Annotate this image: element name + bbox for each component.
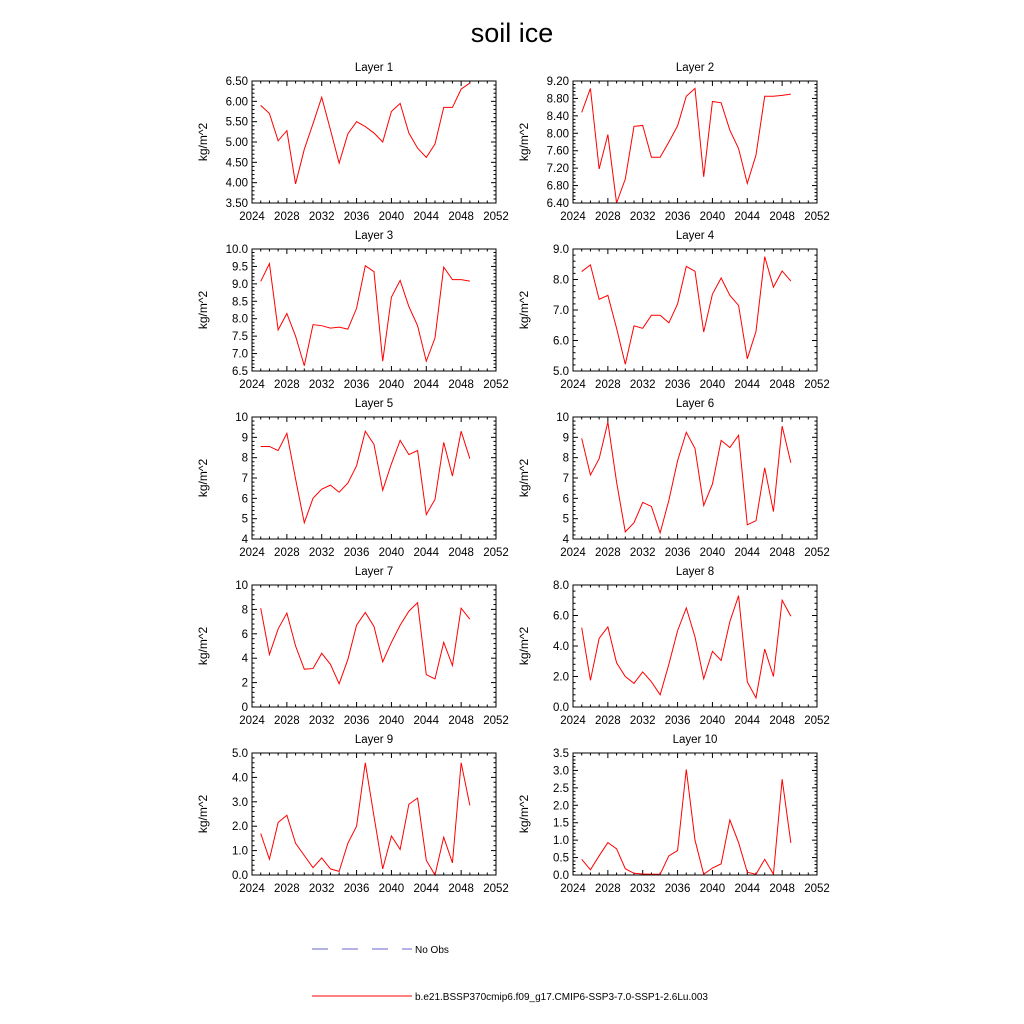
y-axis-label: kg/m^2 bbox=[196, 794, 210, 834]
y-tick-label: 8.5 bbox=[232, 296, 248, 309]
legend bbox=[312, 945, 708, 1003]
y-tick-label: 4.00 bbox=[225, 177, 248, 190]
y-tick-label: 9.20 bbox=[546, 76, 569, 88]
x-tick-label: 2024 bbox=[560, 379, 586, 391]
y-tick-label: 9.5 bbox=[232, 261, 248, 274]
y-tick-label: 6.80 bbox=[546, 180, 569, 193]
y-tick-label: 8.0 bbox=[553, 580, 569, 592]
x-tick-label: 2036 bbox=[343, 379, 370, 391]
y-axis-label: kg/m^2 bbox=[517, 290, 531, 330]
x-tick-label: 2036 bbox=[664, 379, 691, 391]
y-tick-label: 6.50 bbox=[225, 76, 248, 88]
x-tick-label: 2044 bbox=[734, 883, 761, 895]
x-tick-label: 2040 bbox=[378, 547, 405, 559]
x-tick-label: 2036 bbox=[343, 547, 370, 559]
x-tick-label: 2052 bbox=[804, 715, 830, 727]
series-line bbox=[582, 257, 791, 365]
y-tick-label: 6.0 bbox=[553, 335, 569, 348]
x-tick-label: 2044 bbox=[413, 715, 440, 727]
legend-label-model: b.e21.BSSP370cmip6.f09_g17.CMIP6-SSP3-7.0-SSP1-2.6Lu.003 bbox=[415, 992, 708, 1003]
x-tick-label: 2028 bbox=[274, 547, 300, 559]
panels bbox=[196, 62, 830, 895]
panel-title: Layer 9 bbox=[354, 734, 394, 746]
x-tick-label: 2044 bbox=[413, 379, 440, 391]
y-tick-label: 0.5 bbox=[553, 852, 569, 865]
y-tick-label: 5.0 bbox=[553, 366, 569, 378]
x-tick-label: 2028 bbox=[595, 211, 621, 223]
panel-title: Layer 1 bbox=[354, 62, 394, 74]
panel-title: Layer 10 bbox=[672, 734, 718, 746]
y-tick-label: 0.0 bbox=[553, 702, 569, 714]
y-tick-label: 8.0 bbox=[232, 313, 248, 326]
plot-frame bbox=[252, 417, 496, 539]
y-tick-label: 5 bbox=[562, 513, 569, 526]
y-tick-label: 5.0 bbox=[232, 748, 248, 760]
panel-title: Layer 7 bbox=[354, 566, 394, 578]
x-tick-label: 2044 bbox=[734, 211, 761, 223]
x-tick-label: 2044 bbox=[734, 379, 761, 391]
y-tick-label: 10 bbox=[235, 580, 248, 592]
x-tick-label: 2052 bbox=[483, 715, 509, 727]
x-tick-label: 2040 bbox=[699, 379, 726, 391]
x-tick-label: 2052 bbox=[483, 211, 509, 223]
x-tick-label: 2048 bbox=[769, 211, 795, 223]
panel-layer-10 bbox=[517, 734, 830, 895]
y-tick-label: 4 bbox=[562, 534, 569, 546]
panel-title: Layer 2 bbox=[675, 62, 715, 74]
x-tick-label: 2032 bbox=[308, 883, 335, 895]
x-tick-label: 2052 bbox=[483, 547, 509, 559]
y-tick-label: 1.0 bbox=[232, 845, 248, 858]
x-tick-label: 2028 bbox=[595, 883, 621, 895]
panel-title: Layer 5 bbox=[354, 398, 394, 410]
plot-frame bbox=[573, 249, 817, 371]
y-tick-label: 7.0 bbox=[232, 348, 248, 361]
series-line bbox=[261, 603, 470, 684]
series-line bbox=[261, 431, 470, 522]
series-line bbox=[261, 83, 470, 184]
y-tick-label: 9 bbox=[562, 432, 569, 445]
y-tick-label: 3.0 bbox=[553, 765, 569, 778]
x-tick-label: 2048 bbox=[448, 211, 474, 223]
y-tick-label: 6 bbox=[241, 493, 248, 506]
y-tick-label: 4 bbox=[241, 534, 248, 546]
y-tick-label: 2.0 bbox=[232, 821, 248, 834]
x-tick-label: 2044 bbox=[734, 715, 761, 727]
y-tick-label: 8.00 bbox=[546, 128, 569, 141]
y-tick-label: 7.60 bbox=[546, 145, 569, 158]
x-tick-label: 2024 bbox=[560, 547, 586, 559]
x-tick-label: 2052 bbox=[804, 379, 830, 391]
y-tick-label: 4 bbox=[241, 653, 248, 666]
x-tick-label: 2036 bbox=[664, 883, 691, 895]
x-tick-label: 2040 bbox=[378, 211, 405, 223]
series-line bbox=[261, 763, 470, 875]
panel-title: Layer 3 bbox=[354, 230, 394, 242]
y-tick-label: 9.0 bbox=[232, 278, 248, 291]
y-tick-label: 4.50 bbox=[225, 157, 248, 170]
x-tick-label: 2036 bbox=[343, 211, 370, 223]
x-tick-label: 2032 bbox=[629, 883, 656, 895]
x-tick-label: 2044 bbox=[413, 211, 440, 223]
x-tick-label: 2032 bbox=[308, 379, 335, 391]
panel-layer-5 bbox=[196, 398, 509, 559]
y-tick-label: 4.0 bbox=[553, 641, 569, 653]
y-tick-label: 7.20 bbox=[546, 163, 569, 176]
y-tick-label: 10 bbox=[235, 412, 248, 424]
x-tick-label: 2028 bbox=[595, 379, 621, 391]
panel-layer-4 bbox=[517, 230, 830, 391]
y-tick-label: 10.0 bbox=[225, 244, 248, 256]
x-tick-label: 2032 bbox=[308, 715, 335, 727]
y-tick-label: 9 bbox=[241, 432, 248, 445]
y-tick-label: 6 bbox=[241, 628, 248, 641]
x-tick-label: 2036 bbox=[664, 547, 691, 559]
y-tick-label: 7.0 bbox=[553, 305, 569, 317]
y-tick-label: 0.0 bbox=[232, 870, 248, 882]
x-tick-label: 2048 bbox=[769, 715, 795, 727]
plot-frame bbox=[252, 585, 496, 707]
y-axis-label: kg/m^2 bbox=[517, 122, 531, 162]
panel-title: Layer 8 bbox=[675, 566, 715, 578]
x-tick-label: 2028 bbox=[274, 379, 300, 391]
y-axis-label: kg/m^2 bbox=[196, 290, 210, 330]
x-tick-label: 2048 bbox=[769, 547, 795, 559]
x-tick-label: 2040 bbox=[699, 883, 726, 895]
x-tick-label: 2040 bbox=[699, 715, 726, 727]
plot-frame bbox=[573, 81, 817, 203]
x-tick-label: 2052 bbox=[804, 547, 830, 559]
x-tick-label: 2052 bbox=[804, 211, 830, 223]
x-tick-label: 2048 bbox=[448, 883, 474, 895]
y-tick-label: 9.0 bbox=[553, 244, 569, 256]
y-axis-label: kg/m^2 bbox=[196, 458, 210, 498]
y-tick-label: 5.00 bbox=[225, 137, 248, 149]
y-tick-label: 1.5 bbox=[553, 817, 569, 830]
x-tick-label: 2024 bbox=[239, 547, 265, 559]
x-tick-label: 2044 bbox=[413, 883, 440, 895]
series-line bbox=[261, 264, 470, 366]
x-tick-label: 2048 bbox=[769, 379, 795, 391]
x-tick-label: 2048 bbox=[769, 883, 795, 895]
y-tick-label: 3.50 bbox=[225, 198, 248, 210]
y-tick-label: 7 bbox=[562, 473, 569, 485]
y-axis-label: kg/m^2 bbox=[517, 626, 531, 666]
x-tick-label: 2024 bbox=[239, 715, 265, 727]
y-tick-label: 2.0 bbox=[553, 671, 569, 684]
panel-layer-8 bbox=[517, 566, 830, 727]
legend-label-no-obs: No Obs bbox=[415, 945, 449, 956]
x-tick-label: 2052 bbox=[804, 883, 830, 895]
y-tick-label: 3.5 bbox=[553, 748, 569, 760]
series-line bbox=[582, 88, 791, 203]
y-tick-label: 5 bbox=[241, 513, 248, 526]
x-tick-label: 2028 bbox=[274, 715, 300, 727]
y-tick-label: 10 bbox=[556, 412, 569, 424]
x-tick-label: 2036 bbox=[343, 883, 370, 895]
x-tick-label: 2024 bbox=[560, 211, 586, 223]
y-tick-label: 6 bbox=[562, 493, 569, 506]
y-tick-label: 8 bbox=[562, 452, 569, 465]
x-tick-label: 2032 bbox=[629, 715, 656, 727]
panel-layer-9 bbox=[196, 734, 509, 895]
x-tick-label: 2032 bbox=[629, 547, 656, 559]
x-tick-label: 2036 bbox=[343, 715, 370, 727]
chart-title: soil ice bbox=[470, 18, 554, 48]
series-line bbox=[582, 769, 791, 874]
y-tick-label: 8 bbox=[241, 604, 248, 617]
x-tick-label: 2028 bbox=[274, 883, 300, 895]
x-tick-label: 2044 bbox=[413, 547, 440, 559]
y-tick-label: 6.00 bbox=[225, 96, 248, 109]
x-tick-label: 2032 bbox=[308, 547, 335, 559]
y-tick-label: 4.0 bbox=[232, 772, 248, 785]
panel-title: Layer 6 bbox=[675, 398, 715, 410]
x-tick-label: 2048 bbox=[448, 379, 474, 391]
y-tick-label: 8 bbox=[241, 452, 248, 465]
y-axis-label: kg/m^2 bbox=[196, 626, 210, 666]
x-tick-label: 2052 bbox=[483, 883, 509, 895]
x-tick-label: 2040 bbox=[378, 715, 405, 727]
panel-layer-7 bbox=[196, 566, 509, 727]
y-axis-label: kg/m^2 bbox=[196, 122, 210, 162]
x-tick-label: 2040 bbox=[378, 379, 405, 391]
x-tick-label: 2048 bbox=[448, 547, 474, 559]
y-tick-label: 5.50 bbox=[225, 116, 248, 129]
y-tick-label: 7 bbox=[241, 473, 248, 485]
y-tick-label: 0.0 bbox=[553, 870, 569, 882]
y-tick-label: 6.5 bbox=[232, 366, 248, 378]
y-tick-label: 7.5 bbox=[232, 331, 248, 344]
x-tick-label: 2048 bbox=[448, 715, 474, 727]
y-axis-label: kg/m^2 bbox=[517, 794, 531, 834]
y-tick-label: 2.5 bbox=[553, 782, 569, 795]
panel-layer-1 bbox=[196, 62, 509, 223]
x-tick-label: 2044 bbox=[734, 547, 761, 559]
x-tick-label: 2024 bbox=[560, 883, 586, 895]
y-tick-label: 3.0 bbox=[232, 796, 248, 809]
x-tick-label: 2032 bbox=[308, 211, 335, 223]
x-tick-label: 2040 bbox=[699, 547, 726, 559]
y-tick-label: 6.0 bbox=[553, 610, 569, 623]
panel-title: Layer 4 bbox=[675, 230, 715, 242]
y-tick-label: 2.0 bbox=[553, 800, 569, 813]
x-tick-label: 2036 bbox=[664, 715, 691, 727]
x-tick-label: 2024 bbox=[239, 211, 265, 223]
x-tick-label: 2028 bbox=[274, 211, 300, 223]
plot-frame bbox=[252, 249, 496, 371]
y-tick-label: 1.0 bbox=[553, 835, 569, 848]
plot-frame bbox=[573, 753, 817, 875]
x-tick-label: 2036 bbox=[664, 211, 691, 223]
y-axis-label: kg/m^2 bbox=[517, 458, 531, 498]
y-tick-label: 8.80 bbox=[546, 93, 569, 106]
x-tick-label: 2028 bbox=[595, 547, 621, 559]
x-tick-label: 2024 bbox=[239, 379, 265, 391]
x-tick-label: 2032 bbox=[629, 211, 656, 223]
x-tick-label: 2024 bbox=[560, 715, 586, 727]
x-tick-label: 2040 bbox=[378, 883, 405, 895]
y-tick-label: 8.40 bbox=[546, 110, 569, 123]
y-tick-label: 0 bbox=[241, 702, 248, 714]
y-tick-label: 2 bbox=[241, 677, 248, 690]
panel-layer-6 bbox=[517, 398, 830, 559]
x-tick-label: 2052 bbox=[483, 379, 509, 391]
panel-layer-3 bbox=[196, 230, 509, 391]
x-tick-label: 2028 bbox=[595, 715, 621, 727]
plot-frame bbox=[573, 585, 817, 707]
y-tick-label: 6.40 bbox=[546, 198, 569, 210]
panel-layer-2 bbox=[517, 62, 830, 223]
x-tick-label: 2040 bbox=[699, 211, 726, 223]
x-tick-label: 2024 bbox=[239, 883, 265, 895]
x-tick-label: 2032 bbox=[629, 379, 656, 391]
series-line bbox=[582, 596, 791, 698]
series-line bbox=[582, 422, 791, 533]
y-tick-label: 8.0 bbox=[553, 274, 569, 287]
